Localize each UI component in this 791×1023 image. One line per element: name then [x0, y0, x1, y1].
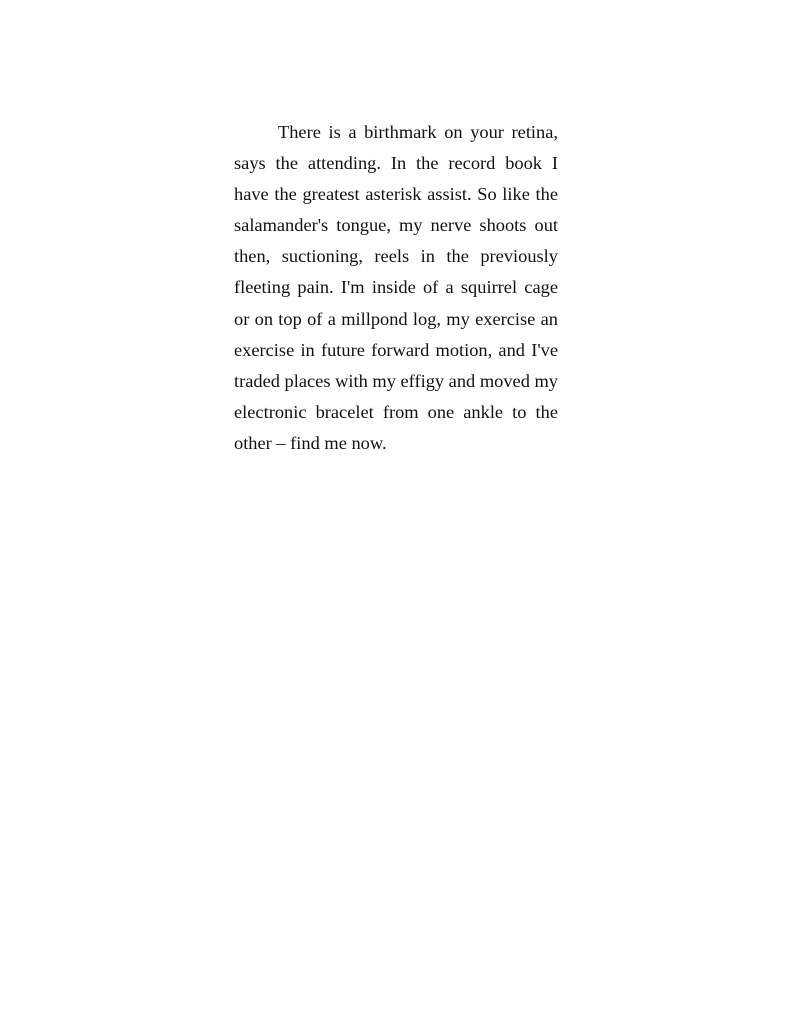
prose-paragraph: There is a birthmark on your retina, says the attending. In the record book I have the greatest asterisk assist. So like the salamander's tongue, my nerve shoots out then, suctioning, reels in the previously fleeting pain. I'm inside of a squirrel cage or on top of a millpond log, my exercise an exercise in future forward motion, and I've traded places with my effigy and moved my electronic bracelet from one ankle to the other – find me now. — [234, 122, 558, 453]
